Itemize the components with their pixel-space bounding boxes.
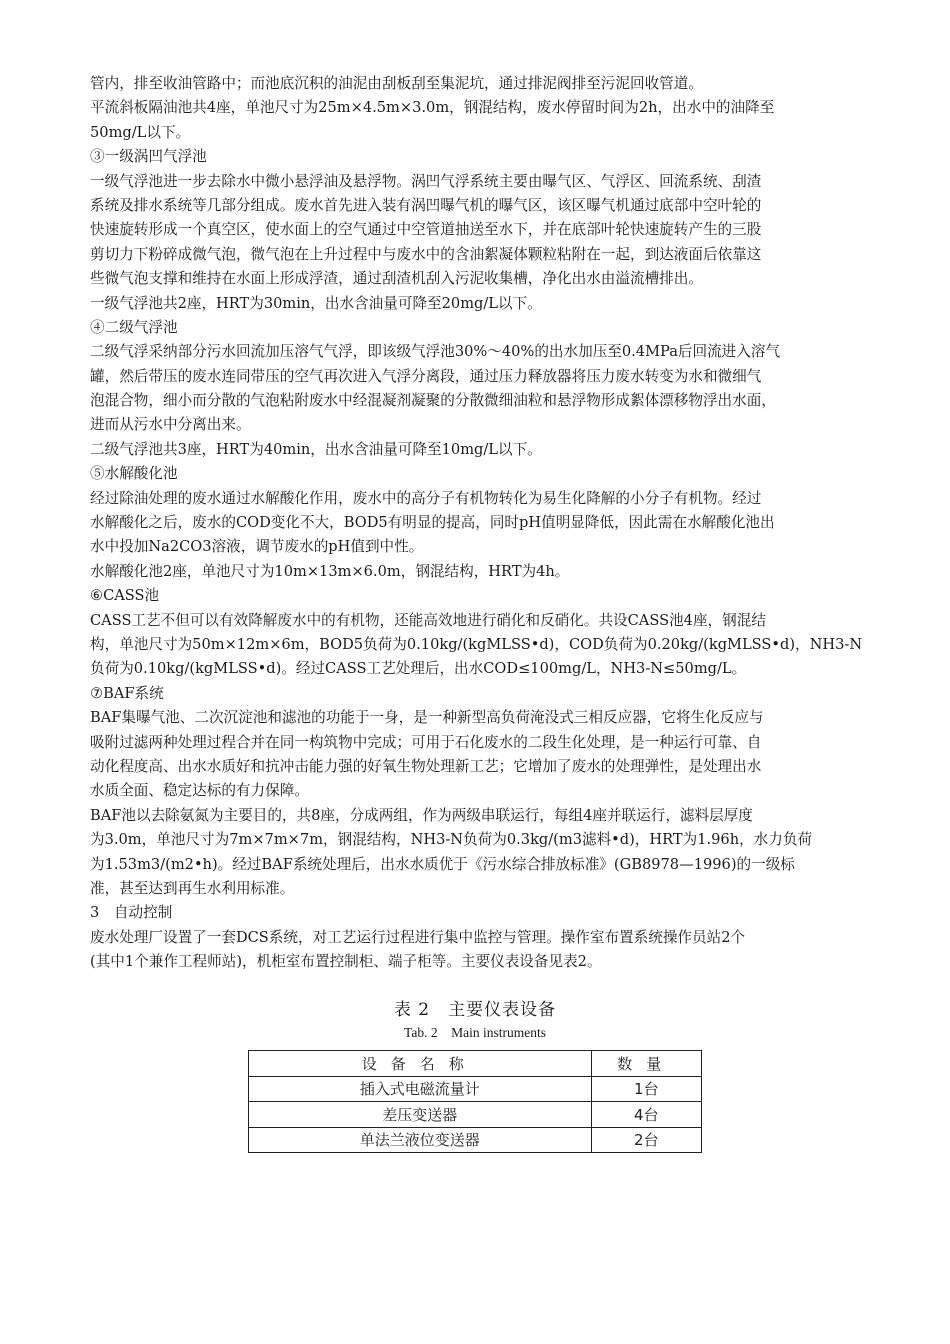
paragraph-line: 一级气浮池进一步去除水中微小悬浮油及悬浮物。涡凹气浮系统主要由曝气区、气浮区、回流系统、刮渣 [90, 172, 762, 190]
paragraph-line: 快速旋转形成一个真空区，使水面上的空气通过中空管道抽送至水下，并在底部叶轮快速旋转产生的三股 [90, 221, 762, 239]
table-header-row [249, 1051, 702, 1077]
paragraph-line: 水中投加Na2CO3溶液，调节废水的pH值到中性。 [90, 538, 424, 556]
table-subtitle: Tab. 2 Main instruments [404, 1025, 546, 1040]
section-heading: 3 自动控制 [90, 904, 173, 922]
paragraph-line: 废水处理厂设置了一套DCS系统，对工艺运行过程进行集中监控与管理。操作室布置系统操作员站2个 [90, 928, 746, 946]
paragraph-line: 进而从污水中分离出来。 [90, 416, 251, 434]
paragraph-line: 二级气浮池共3座，HRT为40min，出水含油量可降至10mg/L以下。 [90, 440, 542, 458]
paragraph-line: 泡混合物，细小而分散的气泡粘附废水中经混凝剂凝聚的分散微细油粒和悬浮物形成絮体漂移物浮出水面， [90, 392, 776, 410]
table-title: 表 2 主要仪表设备 [393, 1000, 557, 1020]
section-heading: ⑦BAF系统 [90, 684, 164, 702]
header-quantity: 数量 [591, 1051, 701, 1077]
instrument-table [248, 1050, 702, 1153]
cell-equipment-name: 单法兰液位变送器 [249, 1127, 592, 1153]
paragraph-line: 二级气浮采纳部分污水回流加压溶气气浮，即该级气浮池30%～40%的出水加压至0.4MPa后回流进入溶气 [90, 343, 781, 361]
paragraph-line: 为1.53m3/(m2•h)。经过BAF系统处理后，出水水质优于《污水综合排放标准》(GB8978—1996)的一级标 [90, 855, 795, 873]
paragraph-line: (其中1个兼作工程师站)，机柜室布置控制柜、端子柜等。主要仪表设备见表2。 [90, 953, 602, 971]
section-heading: ④二级气浮池 [90, 318, 178, 336]
instrument-table-block [248, 998, 702, 1153]
paragraph-line: 剪切力下粉碎成微气泡，微气泡在上升过程中与废水中的含油絮凝体颗粒粘附在一起，到达液面后依靠这 [90, 245, 762, 263]
section-heading: ⑤水解酸化池 [90, 465, 178, 483]
paragraph-line: 水质全面、稳定达标的有力保障。 [90, 782, 309, 800]
paragraph-line: 罐，然后带压的废水连同带压的空气再次进入气浮分离段，通过压力释放器将压力废水转变为水和微细气 [90, 367, 762, 385]
table-row [249, 1102, 702, 1128]
paragraph-line: 构，单池尺寸为50m×12m×6m，BOD5负荷为0.10kg/(kgMLSS•d)，COD负荷为0.20kg/(kgMLSS•d)，NH3-N [90, 635, 863, 653]
cell-equipment-name: 插入式电磁流量计 [249, 1076, 592, 1102]
paragraph-line: 水解酸化之后，废水的COD变化不大，BOD5有明显的提高，同时pH值明显降低，因此需在水解酸化池出 [90, 514, 775, 532]
paragraph-line: 动化程度高、出水水质好和抗冲击能力强的好氧生物处理新工艺；它增加了废水的处理弹性，是处理出水 [90, 757, 762, 775]
paragraph-line: 系统及排水系统等几部分组成。废水首先进入装有涡凹曝气机的曝气区，该区曝气机通过底部中空叶轮的 [90, 196, 762, 214]
paragraph-line: 管内，排至收油管路中；而池底沉积的油泥由刮板刮至集泥坑，通过排泥阀排至污泥回收管道。 [90, 75, 703, 92]
header-equipment-name: 设备名称 [249, 1051, 592, 1077]
paragraph-line: 为3.0m，单池尺寸为7m×7m×7m，钢混结构，NH3-N负荷为0.3kg/(m3滤料•d)，HRT为1.96h，水力负荷 [90, 831, 813, 849]
table-row [249, 1076, 702, 1102]
cell-quantity: 4台 [591, 1102, 701, 1128]
paragraph-line: 平流斜板隔油池共4座，单池尺寸为25m×4.5m×3.0m，钢混结构，废水停留时间为2h，出水中的油降至 [90, 99, 775, 117]
cell-quantity: 2台 [591, 1127, 701, 1153]
document-body [90, 72, 872, 974]
paragraph-line: 准，甚至达到再生水利用标准。 [90, 879, 295, 897]
paragraph-line: 吸附过滤两种处理过程合并在同一构筑物中完成；可用于石化废水的二段生化处理，是一种运行可靠、自 [90, 733, 762, 751]
paragraph-line: BAF池以去除氨氮为主要目的，共8座，分成两组，作为两级串联运行，每组4座并联运行，滤料层厚度 [90, 806, 753, 824]
paragraph-line: 50mg/L以下。 [90, 123, 191, 141]
cell-quantity: 1台 [591, 1076, 701, 1102]
paragraph-line: BAF集曝气池、二次沉淀池和滤池的功能于一身，是一种新型高负荷淹没式三相反应器，它将生化反应与 [90, 709, 764, 727]
paragraph-line: 些微气泡支撑和维持在水面上形成浮渣，通过刮渣机刮入污泥收集槽，净化出水由溢流槽排出。 [90, 270, 703, 288]
section-heading: ③一级涡凹气浮池 [90, 148, 207, 166]
paragraph-line: 水解酸化池2座，单池尺寸为10m×13m×6.0m，钢混结构，HRT为4h。 [90, 562, 570, 580]
table-row [249, 1127, 702, 1153]
cell-equipment-name: 差压变送器 [249, 1102, 592, 1128]
paragraph-line: 负荷为0.10kg/(kgMLSS•d)。经过CASS工艺处理后，出水COD≤100mg/L，NH3-N≤50mg/L。 [90, 660, 747, 678]
section-heading: ⑥CASS池 [90, 587, 160, 605]
paragraph-line: 一级气浮池共2座，HRT为30min，出水含油量可降至20mg/L以下。 [90, 294, 542, 312]
paragraph-line: CASS工艺不但可以有效降解废水中的有机物，还能高效地进行硝化和反硝化。共设CASS池4座，钢混结 [90, 611, 766, 629]
paragraph-line: 经过除油处理的废水通过水解酸化作用，废水中的高分子有机物转化为易生化降解的小分子有机物。经过 [90, 489, 762, 507]
